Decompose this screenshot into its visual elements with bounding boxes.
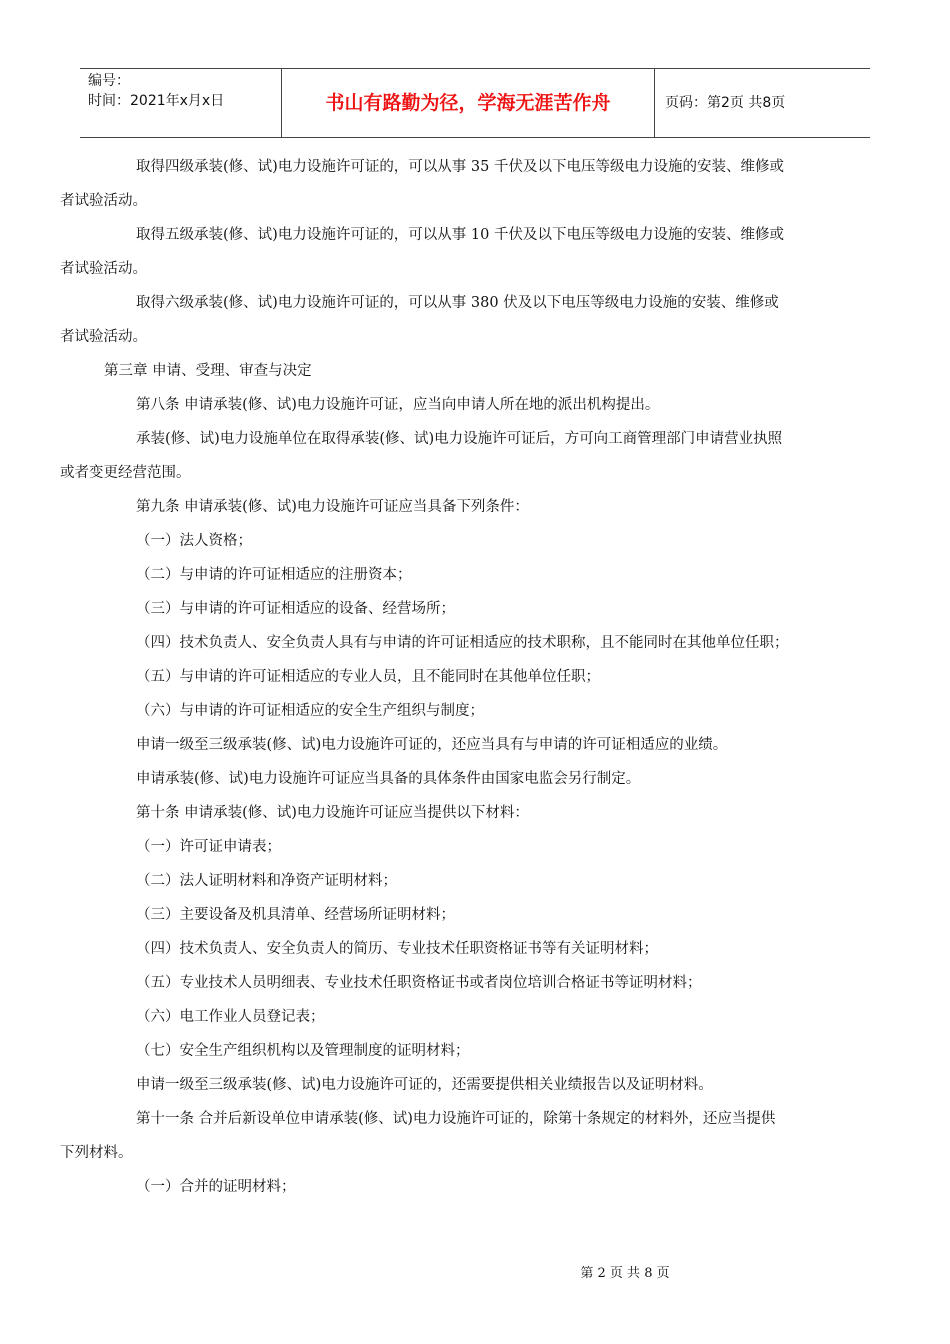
- list-item: （七）安全生产组织机构以及管理制度的证明材料；: [136, 1043, 470, 1059]
- paragraph-performance-report: 申请一级至三级承装(修、试)电力设施许可证的，还需要提供相关业绩报告以及证明材料。: [136, 1077, 713, 1093]
- paragraph-grade5: 取得五级承装(修、试)电力设施许可证的，可以从事 10 千伏及以下电压等级电力设施的安装、维修或: [136, 227, 784, 243]
- list-item: （五）与申请的许可证相适应的专业人员，且不能同时在其他单位任职；: [136, 669, 600, 685]
- list-item: （一）合并的证明材料；: [136, 1179, 296, 1195]
- paragraph-business-license: 承装(修、试)电力设施单位在取得承装(修、试)电力设施许可证后，方可向工商管理部门申请营业执照: [136, 431, 783, 447]
- paragraph-grade6: 取得六级承装(修、试)电力设施许可证的，可以从事 380 伏及以下电压等级电力设施的安装、维修或: [136, 295, 779, 311]
- page-header: [80, 68, 870, 138]
- header-motto-cell: [282, 69, 655, 137]
- article-8: 第八条 申请承装(修、试)电力设施许可证，应当向申请人所在地的派出机构提出。: [136, 397, 660, 413]
- paragraph-grade4-cont: 者试验活动。: [60, 193, 147, 209]
- chapter-heading: 第三章 申请、受理、审查与决定: [104, 363, 312, 379]
- list-item: （三）与申请的许可证相适应的设备、经营场所；: [136, 601, 455, 617]
- list-item: （六）电工作业人员登记表；: [136, 1009, 325, 1025]
- document-number-label: 编号：: [88, 73, 130, 89]
- list-item: （三）主要设备及机具清单、经营场所证明材料；: [136, 907, 455, 923]
- document-body: [60, 150, 880, 1204]
- list-item: （二）与申请的许可证相适应的注册资本；: [136, 567, 412, 583]
- list-item: （一）许可证申请表；: [136, 839, 281, 855]
- list-item: （五）专业技术人员明细表、专业技术任职资格证书或者岗位培训合格证书等证明材料；: [136, 975, 702, 991]
- header-page-cell: [655, 69, 870, 137]
- page-footer: 第 2 页 共 8 页: [580, 1266, 670, 1281]
- list-item: （二）法人证明材料和净资产证明材料；: [136, 873, 397, 889]
- header-motto: 书山有路勤为径，学海无涯苦作舟: [325, 92, 611, 114]
- list-item: （一）法人资格；: [136, 533, 252, 549]
- paragraph-grade6-cont: 者试验活动。: [60, 329, 147, 345]
- document-date-label: 时间：2021年x月x日: [88, 93, 225, 109]
- paragraph-business-license-cont: 或者变更经营范围。: [60, 465, 191, 481]
- article-10: 第十条 申请承装(修、试)电力设施许可证应当提供以下材料：: [136, 805, 529, 821]
- paragraph-grade4: 取得四级承装(修、试)电力设施许可证的，可以从事 35 千伏及以下电压等级电力设施的安装、维修或: [136, 159, 784, 175]
- article-9: 第九条 申请承装(修、试)电力设施许可证应当具备下列条件：: [136, 499, 529, 515]
- paragraph-grade5-cont: 者试验活动。: [60, 261, 147, 277]
- header-page-number: 页码：第2页 共8页: [665, 95, 786, 111]
- article-11: 第十一条 合并后新设单位申请承装(修、试)电力设施许可证的，除第十条规定的材料外，还应当提供: [136, 1111, 776, 1127]
- paragraph-conditions: 申请承装(修、试)电力设施许可证应当具备的具体条件由国家电监会另行制定。: [136, 771, 641, 787]
- header-meta-cell: [80, 69, 282, 137]
- list-item: （四）技术负责人、安全负责人具有与申请的许可证相适应的技术职称，且不能同时在其他单位任职；: [136, 635, 789, 651]
- list-item: （六）与申请的许可证相适应的安全生产组织与制度；: [136, 703, 484, 719]
- article-11-cont: 下列材料。: [60, 1145, 133, 1161]
- list-item: （四）技术负责人、安全负责人的简历、专业技术任职资格证书等有关证明材料；: [136, 941, 658, 957]
- paragraph-performance: 申请一级至三级承装(修、试)电力设施许可证的，还应当具有与申请的许可证相适应的业绩。: [136, 737, 728, 753]
